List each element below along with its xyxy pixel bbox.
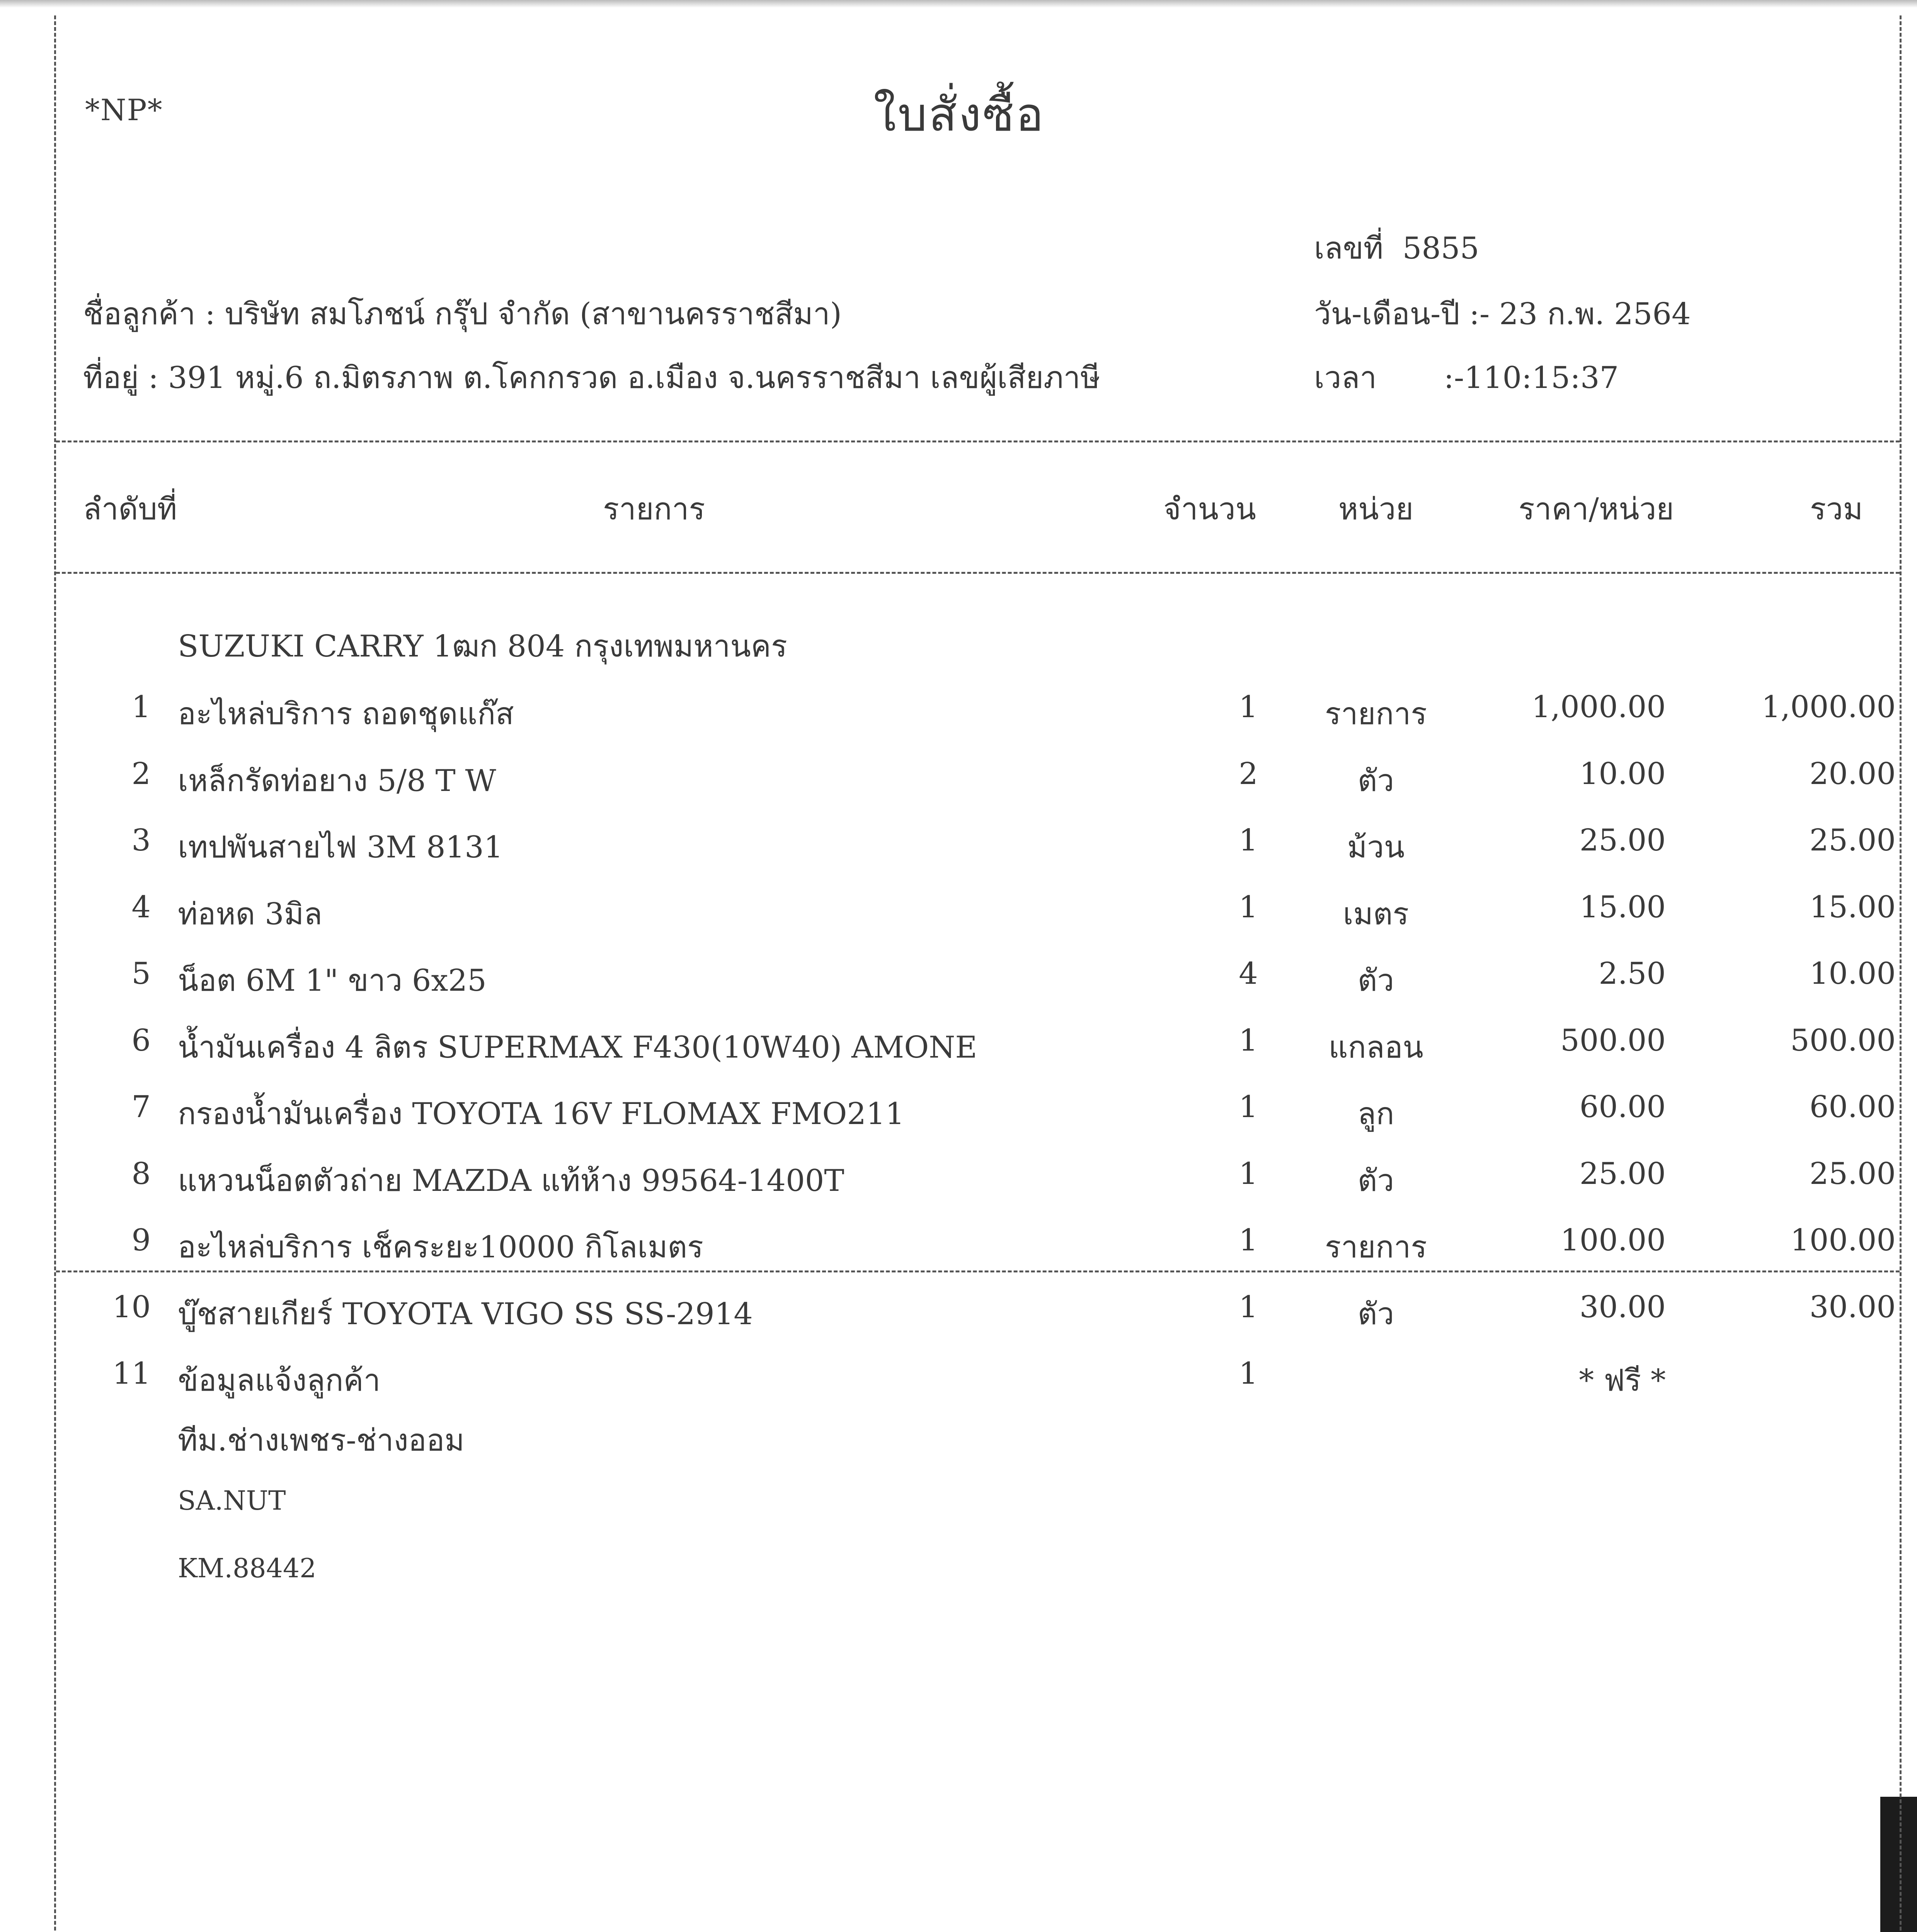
time-line — [1314, 354, 1619, 401]
scan-edge-shadow — [1880, 1797, 1917, 1932]
customer-label: ชื่อลูกค้า — [83, 297, 196, 332]
time-label: เวลา — [1314, 361, 1377, 395]
row-unit: ลูก — [1357, 1097, 1394, 1131]
note-sa: SA.NUT — [178, 1486, 286, 1516]
row-total: 30.00 — [1809, 1290, 1896, 1325]
row-qty: 1 — [1239, 823, 1258, 858]
row-qty: 1 — [1239, 890, 1258, 925]
row-number: 3 — [131, 823, 151, 858]
col-header-total: รวม — [1810, 492, 1863, 527]
row-number: 11 — [112, 1356, 151, 1391]
row-unit: รายการ — [1325, 697, 1427, 731]
row-price: 15.00 — [1579, 890, 1666, 925]
row-qty: 1 — [1239, 1356, 1258, 1391]
address-label: ที่อยู่ — [83, 361, 139, 395]
row-total: 25.00 — [1809, 823, 1896, 858]
date-line — [1314, 290, 1691, 338]
row-price: 25.00 — [1579, 823, 1666, 858]
doc-number-label: เลขที่ — [1314, 231, 1384, 266]
row-total: 10.00 — [1809, 956, 1896, 991]
header-bottom-rule — [56, 572, 1900, 574]
customer-name: บริษัท สมโภชน์ กรุ๊ป จำกัด (สาขานครราชสีมา) — [225, 297, 842, 332]
row-unit: แกลอน — [1328, 1030, 1423, 1065]
row-qty: 1 — [1239, 690, 1258, 724]
address-value: 391 หมู่.6 ถ.มิตรภาพ ต.โคกกรวด อ.เมือง จ.นครราชสีมา — [168, 361, 921, 395]
row-price: 500.00 — [1560, 1023, 1666, 1058]
right-border — [1900, 15, 1902, 1932]
row-separator-rule — [56, 1270, 1900, 1272]
row-item: อะไหล่บริการ ถอดชุดแก๊ส — [178, 697, 514, 731]
corner-mark: *NP* — [85, 93, 163, 127]
col-header-unit: หน่วย — [1338, 492, 1414, 527]
col-header-price: ราคา/หน่วย — [1518, 492, 1674, 527]
date-value: :- 23 ก.พ. 2564 — [1469, 297, 1691, 332]
row-price: 60.00 — [1579, 1090, 1666, 1124]
row-unit: ตัว — [1357, 1297, 1394, 1332]
row-unit: ตัว — [1357, 1163, 1394, 1198]
row-item: เทปพันสายไฟ 3M 8131 — [178, 830, 503, 865]
row-number: 7 — [131, 1090, 151, 1124]
vehicle-info: SUZUKI CARRY 1ฒก 804 กรุงเทพมหานคร — [178, 629, 787, 664]
row-price: 10.00 — [1579, 757, 1666, 791]
row-number: 9 — [131, 1223, 151, 1258]
time-value: :-110:15:37 — [1444, 361, 1619, 395]
row-total: 15.00 — [1809, 890, 1896, 925]
row-unit: รายการ — [1325, 1230, 1427, 1265]
left-border — [54, 15, 56, 1932]
row-price: * ฟรี * — [1579, 1363, 1666, 1398]
row-unit: เมตร — [1343, 897, 1409, 932]
row-number: 5 — [131, 956, 151, 991]
row-unit: ตัว — [1357, 764, 1394, 798]
doc-number: 5855 — [1402, 231, 1479, 266]
row-total: 500.00 — [1790, 1023, 1896, 1058]
row-number: 6 — [131, 1023, 151, 1058]
row-qty: 1 — [1239, 1023, 1258, 1058]
row-item: น็อต 6M 1" ขาว 6x25 — [178, 963, 487, 998]
row-number: 10 — [112, 1290, 151, 1325]
row-price: 25.00 — [1579, 1156, 1666, 1191]
date-label: วัน-เดือน-ปี — [1314, 297, 1460, 332]
row-qty: 1 — [1239, 1223, 1258, 1258]
customer-line: ชื่อลูกค้า : บริษัท สมโภชน์ กรุ๊ป จำกัด (สาขานครราชสีมา) — [83, 297, 842, 332]
row-price: 30.00 — [1579, 1290, 1666, 1325]
row-item: บู๊ชสายเกียร์ TOYOTA VIGO SS SS-2914 — [178, 1297, 753, 1332]
row-price: 100.00 — [1560, 1223, 1666, 1258]
row-total: 20.00 — [1809, 757, 1896, 791]
header-top-rule — [56, 440, 1900, 442]
tax-id-label: เลขผู้เสียภาษี — [930, 361, 1100, 395]
col-header-qty: จำนวน — [1163, 492, 1256, 527]
row-price: 1,000.00 — [1531, 690, 1666, 724]
row-total: 1,000.00 — [1761, 690, 1896, 724]
row-item: น้ำมันเครื่อง 4 ลิตร SUPERMAX F430(10W40) AMONE — [178, 1030, 977, 1065]
row-number: 8 — [131, 1156, 151, 1191]
doc-number-line — [1314, 224, 1479, 272]
row-qty: 2 — [1239, 757, 1258, 791]
row-item: แหวนน็อตตัวถ่าย MAZDA แท้ห้าง 99564-1400T — [178, 1163, 844, 1198]
row-item: ท่อหด 3มิล — [178, 897, 322, 932]
note-km: KM.88442 — [178, 1553, 317, 1584]
row-unit: ตัว — [1357, 963, 1394, 998]
row-total: 25.00 — [1809, 1156, 1896, 1191]
row-number: 4 — [131, 890, 151, 925]
row-item: กรองน้ำมันเครื่อง TOYOTA 16V FLOMAX FMO211 — [178, 1097, 905, 1131]
row-number: 1 — [131, 690, 151, 724]
row-total: 60.00 — [1809, 1090, 1896, 1124]
row-qty: 1 — [1239, 1156, 1258, 1191]
page-title: ใบสั่งซื้อ — [873, 88, 1045, 142]
row-price: 2.50 — [1599, 956, 1666, 991]
col-header-no: ลำดับที่ — [83, 492, 177, 527]
scan-top-shadow — [0, 0, 1917, 8]
row-item: ข้อมูลแจ้งลูกค้า — [178, 1363, 381, 1398]
row-number: 2 — [131, 757, 151, 791]
col-header-item: รายการ — [603, 492, 705, 527]
row-unit: ม้วน — [1347, 830, 1405, 865]
row-item: อะไหล่บริการ เช็คระยะ10000 กิโลเมตร — [178, 1230, 703, 1265]
address-line: ที่อยู่ : 391 หมู่.6 ถ.มิตรภาพ ต.โคกกรวด อ.เมือง จ.นครราชสีมา เลขผู้เสียภาษี — [83, 361, 1100, 395]
row-qty: 1 — [1239, 1090, 1258, 1124]
note-team: ทีม.ช่างเพชร-ช่างออม — [178, 1423, 465, 1458]
row-qty: 1 — [1239, 1290, 1258, 1325]
row-qty: 4 — [1239, 956, 1258, 991]
row-item: เหล็กรัดท่อยาง 5/8 T W — [178, 764, 496, 798]
row-total: 100.00 — [1790, 1223, 1896, 1258]
